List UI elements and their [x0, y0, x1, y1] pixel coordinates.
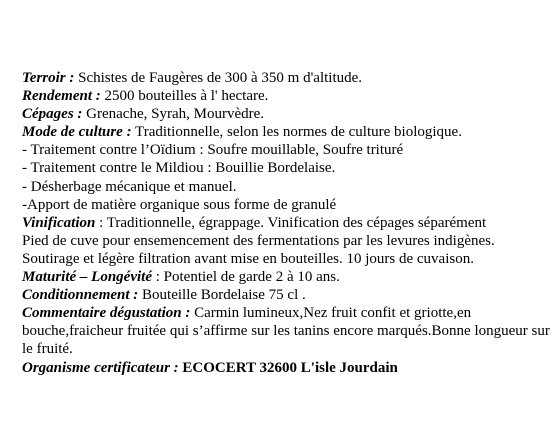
wine-description: [22, 69, 554, 377]
culture-item: - Traitement contre l’Oïdium : Soufre mouillable, Soufre trituré: [22, 142, 404, 159]
rendement-label: Rendement :: [22, 88, 101, 105]
commentaire-label: Commentaire dégustation :: [22, 305, 191, 322]
rendement-row: [22, 87, 554, 105]
culture-item: - Désherbage mécanique et manuel.: [22, 178, 237, 195]
maturite-row: [22, 268, 554, 286]
mode-culture-value: Traditionnelle, selon les normes de culture biologique.: [131, 124, 462, 141]
vinification-line: Soutirage et légère filtration avant mise en bouteilles. 10 jours de cuvaison.: [22, 250, 474, 267]
organisme-row: [22, 359, 554, 377]
cepages-value: Grenache, Syrah, Mourvèdre.: [82, 106, 265, 123]
conditionnement-row: [22, 286, 554, 304]
terroir-label: Terroir :: [22, 70, 75, 86]
maturite-value: : Potentiel de garde 2 à 10 ans.: [152, 269, 340, 286]
commentaire-value: Carmin lumineux,Nez fruit confit et griotte,en bouche,fraicheur fruitée qui s’affirme sur les tanins encore marqués.Bonne longueur sur le fruité.: [22, 305, 550, 358]
commentaire-row: [22, 304, 554, 358]
cepages-row: [22, 105, 554, 123]
organisme-label: Organisme certificateur :: [22, 359, 179, 376]
vinification-row: [22, 214, 554, 232]
conditionnement-label: Conditionnement :: [22, 287, 139, 304]
maturite-label: Maturité – Longévité: [22, 269, 152, 286]
vinification-value: : Traditionnelle, égrappage. Vinification des cépages séparément: [95, 214, 487, 231]
terroir-value: Schistes de Faugères de 300 à 350 m d'altitude.: [74, 70, 363, 86]
terroir-row: [22, 69, 554, 87]
culture-item: -Apport de matière organique sous forme de granulé: [22, 196, 337, 213]
rendement-value: 2500 bouteilles à l' hectare.: [100, 88, 269, 105]
culture-item: - Traitement contre le Mildiou : Bouillie Bordelaise.: [22, 160, 336, 177]
vinification-line: Pied de cuve pour ensemencement des fermentations par les levures indigènes.: [22, 232, 495, 249]
mode-culture-label: Mode de culture :: [22, 124, 132, 141]
conditionnement-value: Bouteille Bordelaise 75 cl .: [138, 287, 306, 304]
mode-culture-row: [22, 123, 554, 141]
vinification-label: Vinification: [22, 214, 96, 231]
cepages-label: Cépages :: [22, 106, 83, 123]
organisme-value: ECOCERT 32600 L'isle Jourdain: [178, 359, 398, 376]
